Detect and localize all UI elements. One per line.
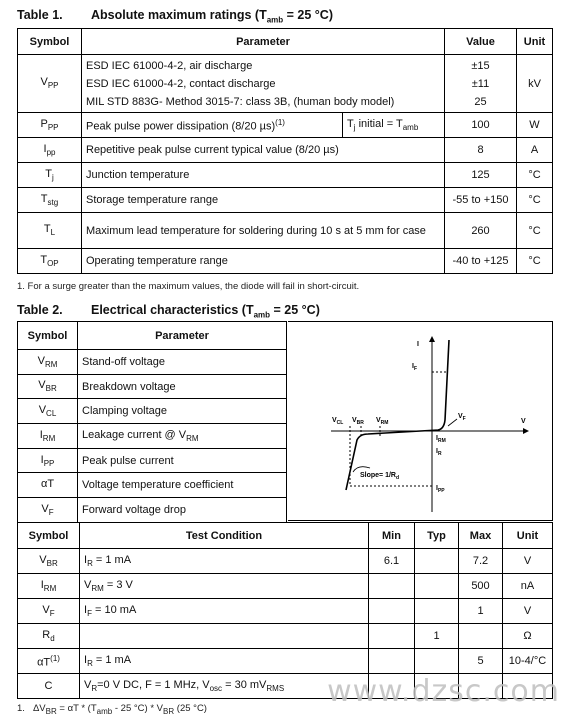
param-cell: Forward voltage drop bbox=[78, 498, 287, 523]
param-cell: Stand-off voltage bbox=[78, 350, 287, 375]
col-parameter: Parameter bbox=[78, 322, 287, 350]
i-axis-arrow bbox=[429, 336, 435, 342]
unit-cell: °C bbox=[517, 213, 553, 249]
symbol-cell: $T_{stg}$ bbox=[18, 188, 82, 213]
symbol-cell: $I_{PP}$ bbox=[18, 448, 78, 473]
absolute-max-ratings-table bbox=[17, 28, 553, 274]
svg-text:IF: $I_F$ bbox=[412, 363, 418, 372]
param-cell: Storage temperature range bbox=[82, 188, 445, 213]
col-symbol: Symbol bbox=[18, 29, 82, 55]
symbol-cell: $I_{RM}$ bbox=[18, 424, 78, 449]
table-header-row bbox=[18, 29, 553, 55]
table-row: $V_F$ $I_F = 10$ mA 1 V bbox=[18, 599, 553, 624]
value-cell: -40 to +125 bbox=[445, 249, 517, 274]
table-row bbox=[18, 213, 553, 249]
vrm-label: $V_{RM}$ bbox=[376, 417, 389, 426]
symbol-cell: $V_{RM}$ bbox=[18, 350, 78, 375]
col-symbol: Symbol bbox=[18, 322, 78, 350]
col-symbol: Symbol bbox=[18, 523, 80, 549]
unit-cell: °C bbox=[517, 188, 553, 213]
symbol-cell: $V_{PP}$ bbox=[18, 55, 82, 113]
table-row bbox=[18, 138, 553, 163]
table-row bbox=[18, 188, 553, 213]
table-header-row bbox=[18, 523, 553, 549]
symbol-cell: $I_{pp}$ bbox=[18, 138, 82, 163]
table-row bbox=[18, 113, 553, 138]
i-axis-label: I bbox=[417, 341, 419, 348]
symbol-cell: αT bbox=[18, 473, 78, 498]
table-row bbox=[18, 399, 287, 424]
electrical-values-table bbox=[17, 522, 553, 699]
v-axis-label: V bbox=[521, 418, 526, 425]
symbol-cell: $P_{PP}$ bbox=[18, 113, 82, 138]
col-min: Min bbox=[369, 523, 415, 549]
param-cell: Operating temperature range bbox=[82, 249, 445, 274]
value-cell: 8 bbox=[445, 138, 517, 163]
symbol-cell: $T_j$ bbox=[18, 163, 82, 188]
col-test-condition: Test Condition bbox=[80, 523, 369, 549]
ir-label: $I_R$ bbox=[436, 448, 442, 457]
table-row: C $V_R=0$ V DC, F = 1 MHz, $V_{osc} = 30$ $mV_{RMS}$ bbox=[18, 674, 553, 699]
unit-cell: W bbox=[517, 113, 553, 138]
vf-label: $V_F$ bbox=[458, 413, 466, 422]
unit-cell: A bbox=[517, 138, 553, 163]
col-value: Value bbox=[445, 29, 517, 55]
vbr-label: $V_{BR}$ bbox=[352, 417, 364, 426]
unit-cell: °C bbox=[517, 163, 553, 188]
table-row bbox=[18, 448, 287, 473]
table-row bbox=[18, 55, 553, 113]
symbol-cell: $V_{CL}$ bbox=[18, 399, 78, 424]
table-row bbox=[18, 498, 287, 523]
table-row bbox=[18, 473, 287, 498]
param-cell: Leakage current @ $V_{RM}$ bbox=[78, 424, 287, 449]
table-row bbox=[18, 163, 553, 188]
table1-caption: Table 1. Absolute maximum ratings ($T_{amb} = 25$ °C) bbox=[17, 8, 333, 25]
symbol-cell: $V_F$ bbox=[18, 498, 78, 523]
param-cell: Voltage temperature coefficient bbox=[78, 473, 287, 498]
symbol-cell: $T_{OP}$ bbox=[18, 249, 82, 274]
symbol-cell: $T_L$ bbox=[18, 213, 82, 249]
param-cell: Maximum lead temperature for soldering during 10 s at 5 mm for case bbox=[82, 213, 445, 249]
irm-label: $I_{RM}$ bbox=[436, 435, 446, 444]
value-cell: 260 bbox=[445, 213, 517, 249]
param-cell: Repetitive peak pulse current typical value (8/20 µs) bbox=[82, 138, 445, 163]
unit-cell: °C bbox=[517, 249, 553, 274]
param-cell: Clamping voltage bbox=[78, 399, 287, 424]
col-parameter: Parameter bbox=[82, 29, 445, 55]
table-row: $R_d$ 1 Ω bbox=[18, 624, 553, 649]
table-row bbox=[18, 249, 553, 274]
value-cell: 100 bbox=[445, 113, 517, 138]
iv-characteristic-diagram bbox=[288, 321, 553, 521]
table-row: $V_{BR}$ $I_R = 1$ mA 6.1 7.2 V bbox=[18, 549, 553, 574]
col-max: Max bbox=[459, 523, 503, 549]
value-cell: -55 to +150 bbox=[445, 188, 517, 213]
param-cell: Breakdown voltage bbox=[78, 374, 287, 399]
watermark: www.dzsc.com bbox=[327, 674, 560, 709]
condition-cell: $T_j$ initial = $T_{amb}$ bbox=[343, 113, 445, 138]
col-unit: Unit bbox=[503, 523, 553, 549]
col-typ: Typ bbox=[415, 523, 459, 549]
value-cell: ±15 ±11 25 bbox=[445, 55, 517, 113]
v-axis-arrow bbox=[523, 428, 529, 434]
param-cell: Peak pulse current bbox=[78, 448, 287, 473]
iv-curve bbox=[346, 340, 449, 490]
table-row: $\alpha T^{(1)}$ $I_R = 1$ mA 5 10-4/°C bbox=[18, 649, 553, 674]
table2-caption: Table 2. Electrical characteristics ($T_{amb} = 25$ °C) bbox=[17, 303, 320, 320]
table-row bbox=[18, 350, 287, 375]
table-row bbox=[18, 374, 287, 399]
symbol-cell: $V_{BR}$ bbox=[18, 374, 78, 399]
iv-curve-svg bbox=[288, 322, 553, 522]
col-unit: Unit bbox=[517, 29, 553, 55]
electrical-symbols-table bbox=[17, 321, 287, 523]
table-row: $I_{RM}$ $V_{RM} = 3$ V 500 nA bbox=[18, 574, 553, 599]
footnote-1: 1. For a surge greater than the maximum values, the diode will fail in short-circuit. bbox=[17, 281, 360, 292]
footnote-2: 1. $\Delta V_{BR} = \alpha T * (T_{amb} - 25$ $^\circ C) * V_{BR}$ (25 °C) bbox=[17, 703, 207, 716]
param-cell: ESD IEC 61000-4-2, air discharge ESD IEC 61000-4-2, contact discharge MIL STD 883G- Method 3015-7: class 3B, (human body model) bbox=[82, 55, 445, 113]
vf-pointer bbox=[448, 419, 457, 426]
slope-label: Slope= $1/R_d$ bbox=[360, 472, 400, 481]
table-row bbox=[18, 424, 287, 449]
table-header-row bbox=[18, 322, 287, 350]
param-cell: Peak pulse power dissipation (8/20 µs)$^{(1)}$ bbox=[82, 113, 343, 138]
param-cell: Junction temperature bbox=[82, 163, 445, 188]
unit-cell: kV bbox=[517, 55, 553, 113]
vcl-label: $V_{CL}$ bbox=[332, 417, 344, 426]
value-cell: 125 bbox=[445, 163, 517, 188]
ipp-label: $I_{PP}$ bbox=[436, 485, 445, 494]
